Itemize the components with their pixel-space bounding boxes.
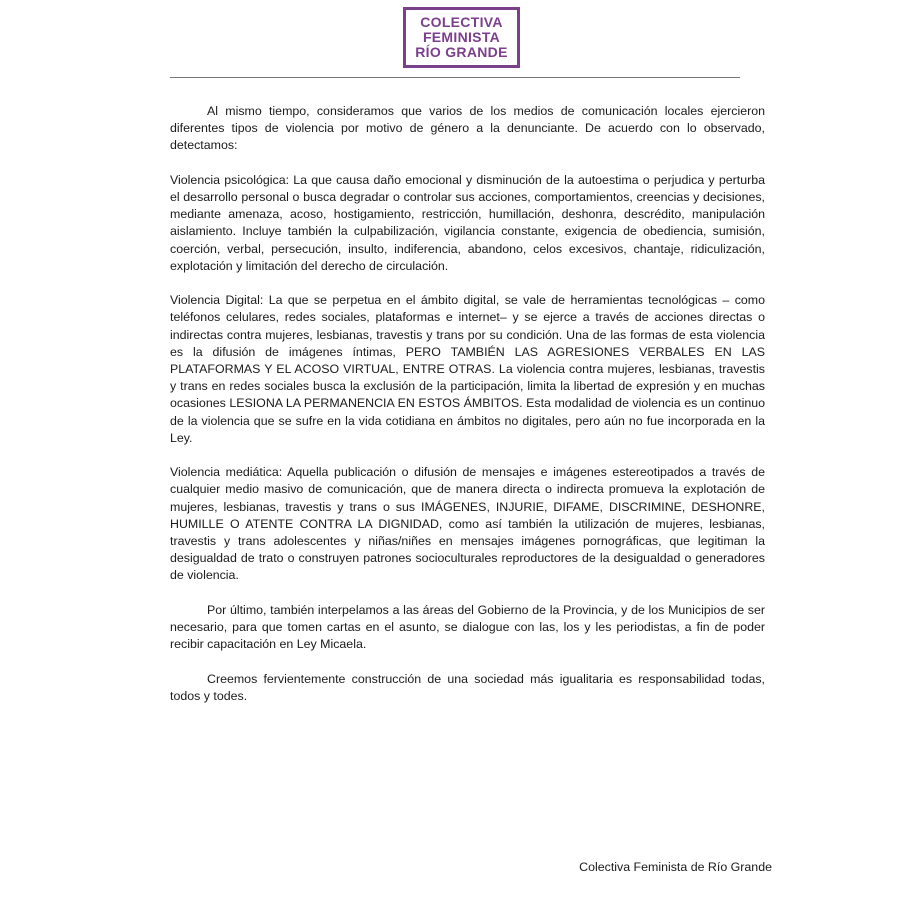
- paragraph-violencia-mediatica: Violencia mediática: Aquella publicación o difusión de mensajes e imágenes estereotipados a través de cualquier medio masivo de comunicación, que de manera directa o indirecta promueva la explotación de mujeres, lesbianas, travestis y trans o sus IMÁGENES, INJURIE, DIFAME, DISCRIMINE, DESHONRE, HUMILLE O ATENTE CONTRA LA DIGNIDAD, como así también la utilización de mujeres, lesbianas, travestis y trans adolescentes y niñas/niñes en mensajes imágenes pornográficas, que legitiman la desigualdad de trato o construyen patrones socioculturales reproductores de la desigualdad o generadores de violencia.: [170, 465, 765, 583]
- document-body: [170, 103, 765, 722]
- paragraph-conclusion: Creemos fervientemente construcción de una sociedad más igualitaria es responsabilidad todas, todos y todes.: [170, 671, 765, 703]
- header-divider: [170, 77, 740, 78]
- logo-line-2: FEMINISTA: [422, 29, 501, 45]
- organization-logo: [403, 7, 520, 68]
- paragraph-intro: Al mismo tiempo, consideramos que varios de los medios de comunicación locales ejercieron diferentes tipos de violencia por motivo de género a la denunciante. De acuerdo con lo observado, detectamos:: [170, 104, 765, 153]
- logo-line-1: COLECTIVA: [420, 14, 503, 30]
- paragraph-interpelacion: Por último, también interpelamos a las áreas del Gobierno de la Provincia, y de los Municipios de ser necesario, para que tomen cartas en el asunto, se dialogue con las, los y les periodistas, a fin de poder recibir capacitación en Ley Micaela.: [170, 602, 765, 652]
- paragraph-violencia-digital: Violencia Digital: La que se perpetua en el ámbito digital, se vale de herramientas tecnológicas – como teléfonos celulares, redes sociales, plataformas e internet– y se ejerce a través de acciones directas o indirectas contra mujeres, lesbianas, travestis y trans por su condición. Una de las formas de esta violencia es la difusión de imágenes íntimas, PERO TAMBIÉN LAS AGRESIONES VERBALES EN LAS PLATAFORMAS Y EL ACOSO VIRTUAL, ENTRE OTRAS. La violencia contra mujeres, lesbianas, travestis y trans en redes sociales busca la exclusión de la participación, limita la libertad de expresión y en muchas ocasiones LESIONA LA PERMANENCIA EN ESTOS ÁMBITOS. Esta modalidad de violencia es un continuo de la violencia que se sufre en la vida cotidiana en ámbitos no digitales, pero aún no fue incorporada en la Ley.: [170, 293, 765, 445]
- logo-line-3: RÍO GRANDE: [415, 44, 508, 60]
- signature: Colectiva Feminista de Río Grande: [579, 860, 772, 874]
- paragraph-violencia-psicologica: Violencia psicológica: La que causa daño emocional y disminución de la autoestima o perjudica y perturba el desarrollo personal o busca degradar o controlar sus acciones, comportamientos, creencias y decisiones, mediante amenaza, acoso, hostigamiento, restricción, humillación, deshonra, descrédito, manipulación aislamiento. Incluye también la culpabilización, vigilancia constante, exigencia de obediencia, sumisión, coerción, verbal, persecución, insulto, indiferencia, abandono, celos excesivos, chantaje, ridiculización, explotación y limitación del derecho de circulación.: [170, 172, 765, 273]
